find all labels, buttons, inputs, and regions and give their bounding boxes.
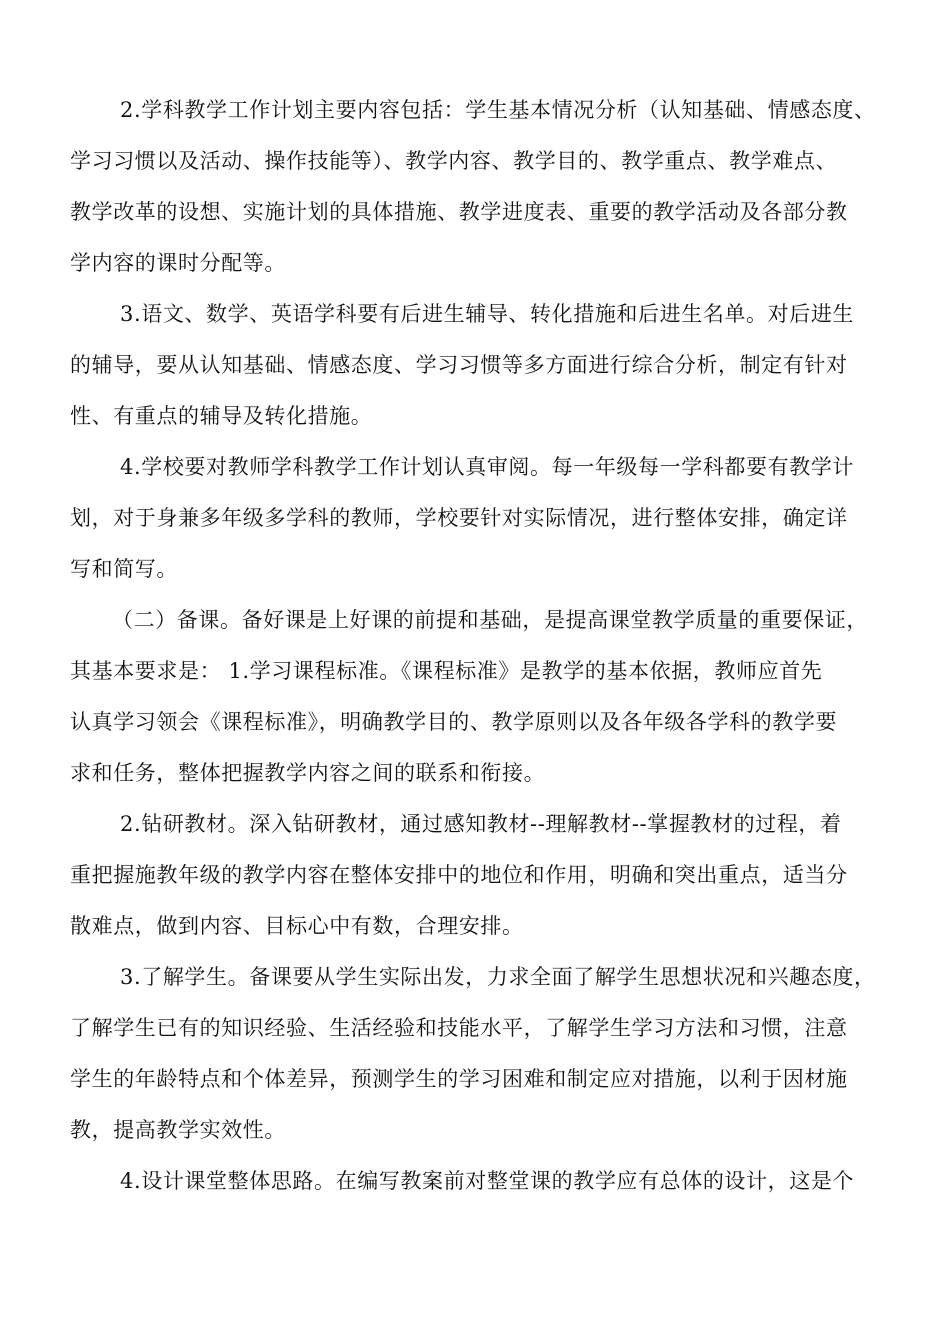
text-line: （二）备课。备好课是上好课的前提和基础，是提高课堂教学质量的重要保证， (112, 608, 868, 632)
text-line: 的辅导，要从认知基础、情感态度、学习习惯等多方面进行综合分析，制定有针对 (70, 353, 848, 377)
text-line: 3.了解学生。备课要从学生实际出发，力求全面了解学生思想状况和兴趣态度， (120, 965, 876, 989)
text-line: 4.学校要对教师学科教学工作计划认真审阅。每一年级每一学科都要有教学计 (120, 455, 855, 479)
text-line: 2.学科教学工作计划主要内容包括：学生基本情况分析（认知基础、情感态度、 (120, 98, 876, 122)
text-line: 教学改革的设想、实施计划的具体措施、教学进度表、重要的教学活动及各部分教 (70, 200, 848, 224)
text-line: 性、有重点的辅导及转化措施。 (70, 404, 373, 428)
text-line: 学内容的课时分配等。 (70, 251, 286, 275)
text-line: 4.设计课堂整体思路。在编写教案前对整堂课的教学应有总体的设计，这是个 (120, 1169, 855, 1193)
text-line: 其基本要求是： 1.学习课程标准。《课程标准》是教学的基本依据，教师应首先 (70, 659, 823, 683)
text-line: 3.语文、数学、英语学科要有后进生辅导、转化措施和后进生名单。对后进生 (120, 302, 855, 326)
text-line: 学习习惯以及活动、操作技能等）、教学内容、教学目的、教学重点、教学难点、 (70, 149, 838, 173)
text-line: 求和任务，整体把握教学内容之间的联系和衔接。 (70, 761, 546, 785)
text-line: 划，对于身兼多年级多学科的教师，学校要针对实际情况，进行整体安排，确定详 (70, 506, 848, 530)
text-line: 散难点，做到内容、目标心中有数，合理安排。 (70, 914, 524, 938)
text-line: 2.钻研教材。深入钻研教材，通过感知教材--理解教材--掌握教材的过程，着 (120, 812, 842, 836)
text-line: 重把握施教年级的教学内容在整体安排中的地位和作用，明确和突出重点，适当分 (70, 863, 848, 887)
text-line: 学生的年龄特点和个体差异，预测学生的学习困难和制定应对措施，以利于因材施 (70, 1067, 848, 1091)
text-line: 认真学习领会《课程标准》，明确教学目的、教学原则以及各年级各学科的教学要 (70, 710, 838, 734)
text-line: 了解学生已有的知识经验、生活经验和技能水平，了解学生学习方法和习惯，注意 (70, 1016, 848, 1040)
text-line: 写和简写。 (70, 557, 178, 581)
text-line: 教，提高教学实效性。 (70, 1118, 286, 1142)
